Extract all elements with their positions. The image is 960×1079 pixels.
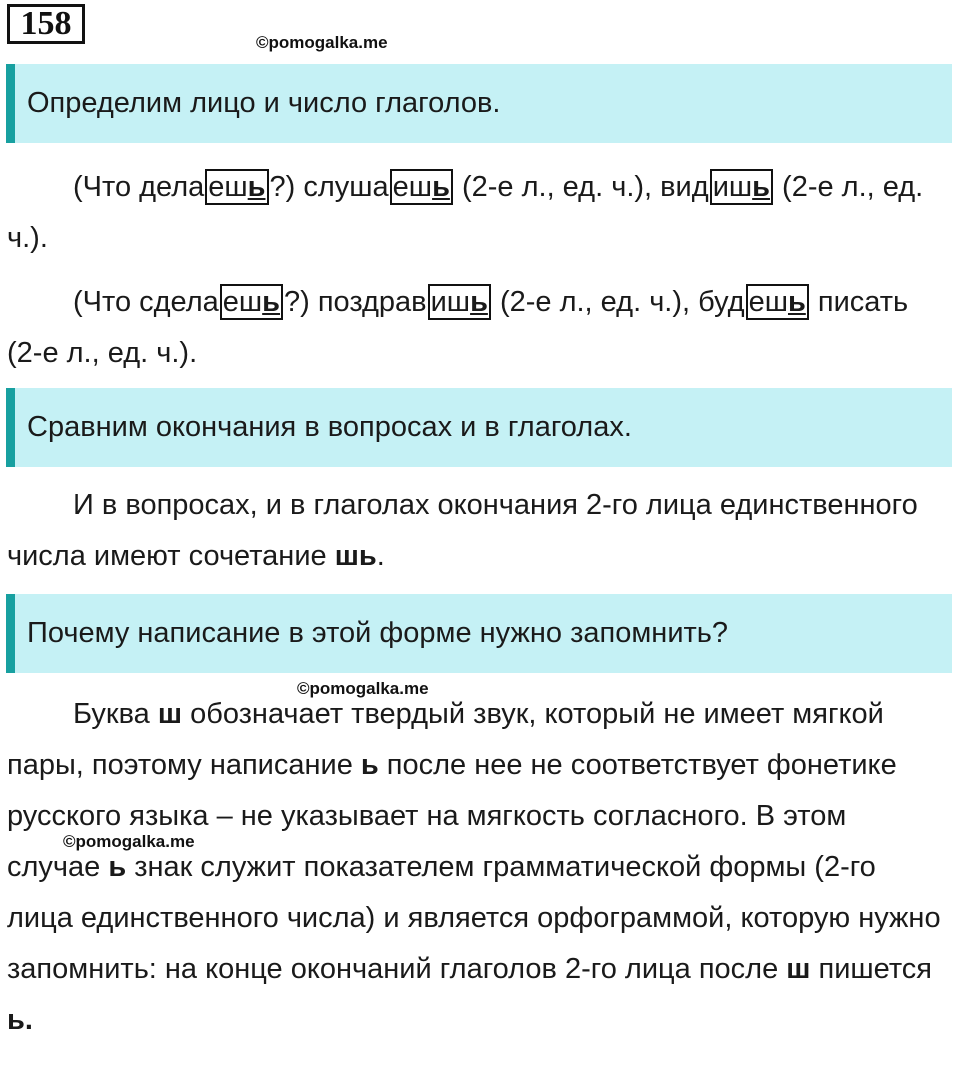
paragraph-1 [7,162,947,264]
ending-box: ешь [220,284,283,320]
watermark-top: ©pomogalka.me [256,33,388,52]
paragraph-3: И в вопросах, и в глаголах окончания 2-го лица единственного числа имеют сочетание шь. [7,489,918,572]
section-heading-1-text: Определим лицо и число глаголов. [27,87,501,119]
text: (2-е л., ед. ч.), буд [491,286,745,318]
paragraph-2 [7,277,947,379]
section-heading-1 [6,64,952,143]
text: (2-е л., ед. ч.). [7,171,924,254]
paragraph-4: Буква ш обозначает твердый звук, который не имеет мягкой пары, поэтому написание ь после нее не соответствует фонетике русского языка – не указывает на мягкость согласного. В этом случае ь знак служит показателем грамматической формы (2-го лица единственного числа) и является орфограммой, которую нужно запомнить: на конце окончаний глаголов 2-го лица после ш пишется ь. [7,698,941,1036]
text: (Что дела [73,171,205,203]
text: ?) поздрав [284,286,427,318]
ending-box: ишь [710,169,773,205]
text: И в вопросах, и в глаголах окончания 2-го лица единственного числа имеют сочетание [7,489,918,572]
text: (Что сдела [73,286,219,318]
text: писать (2-е л., ед. ч.). [7,286,909,369]
ending-box: ишь [428,284,491,320]
section-heading-2 [6,388,952,467]
text: (2-е л., ед. ч.), вид [453,171,709,203]
ending-box: ешь [205,169,268,205]
watermark-bottom: ©pomogalka.me [63,832,195,851]
task-number: 158 [7,4,85,44]
section-heading-2-text: Сравним окончания в вопросах и в глаголах. [27,411,632,443]
bold-letters: шь [334,540,377,572]
section-heading-3-text: Почему написание в этой форме нужно запомнить? [27,617,729,649]
watermark-middle: ©pomogalka.me [297,679,429,698]
text: ?) слуша [269,171,389,203]
section-heading-3 [6,594,952,673]
ending-box: ешь [390,169,453,205]
ending-box: ешь [746,284,809,320]
